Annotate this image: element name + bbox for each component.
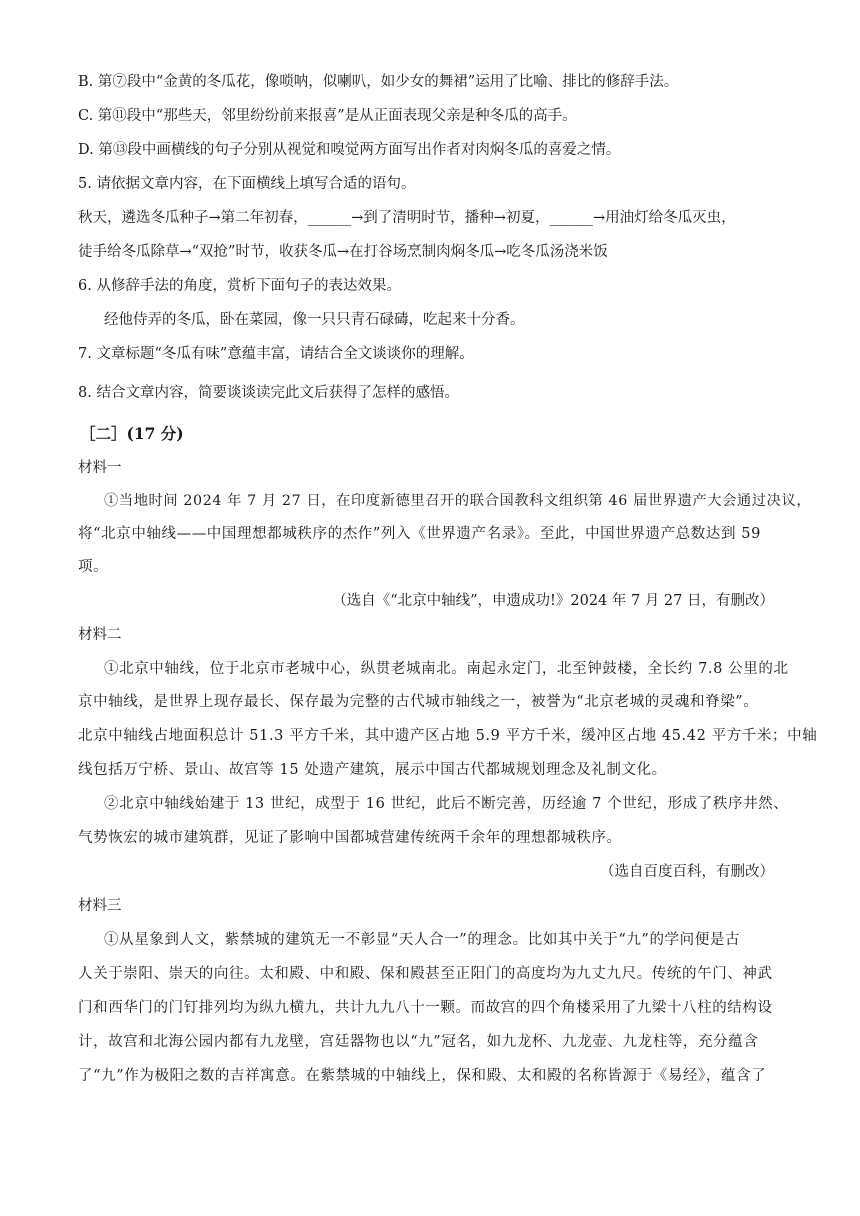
material-2-para-2-line-1: ②北京中轴线始建于 13 世纪，成型于 16 世纪，此后不断完善，历经逾 7 个世纪，形成了秩序井然、 (104, 796, 789, 812)
material-1-para-1-line-2: 将“北京中轴线——中国理想都城秩序的杰作”列入《世界遗产名录》。至此，中国世界遗产总数达到 59 (78, 526, 761, 542)
question-8: 8. 结合文章内容，简要谈谈读完此文后获得了怎样的感悟。 (78, 385, 459, 401)
material-3-para-1-line-4: 计，故宫和北海公园内都有九龙壁，宫廷器物也以“九”冠名，如九龙杯、九龙壶、九龙柱等，充分蕴含 (78, 1034, 759, 1050)
material-3-para-1-line-2: 人关于崇阳、崇天的向往。太和殿、中和殿、保和殿甚至正阳门的高度均为九丈九尺。传统的午门、神武 (78, 966, 773, 982)
option-c: C. 第⑪段中“那些天，邻里纷纷前来报喜”是从正面表现父亲是种冬瓜的高手。 (78, 108, 577, 124)
material-3-para-1-line-3: 门和西华门的门钉排列均为纵九横九，共计九九八十一颗。而故宫的四个角楼采用了九梁十八柱的结构设 (78, 1000, 773, 1016)
material-1-label: 材料一 (78, 460, 122, 476)
material-3-para-1-line-1: ①从星象到人文，紫禁城的建筑无一不彰显“天人合一”的理念。比如其中关于“九”的学问便是古 (104, 932, 741, 948)
question-5-line-2: 徒手给冬瓜除草→“双抢”时节，收获冬瓜→在打谷场烹制肉焖冬瓜→吃冬瓜汤浇米饭 (78, 244, 608, 260)
material-1-para-1-line-3: 项。 (78, 559, 109, 575)
option-d: D. 第⑬段中画横线的句子分别从视觉和嗅觉两方面写出作者对肉焖冬瓜的喜爱之情。 (78, 142, 621, 158)
material-2-para-2-line-2: 气势恢宏的城市建筑群，见证了影响中国都城营建传统两千余年的理想都城秩序。 (78, 830, 622, 846)
material-3-para-1-line-5: 了“九”作为极阳之数的吉祥寓意。在紫禁城的中轴线上，保和殿、太和殿的名称皆源于《易经》，蕴含了 (78, 1068, 767, 1084)
material-2-para-1-line-1: ①北京中轴线，位于北京市老城中心，纵贯老城南北。南起永定门，北至钟鼓楼，全长约 7.8 公里的北 (104, 661, 789, 677)
section-2-heading: ［二］(17 分) (80, 424, 184, 443)
question-6-quote: 经他侍弄的冬瓜，卧在菜园，像一只只青石碌碡，吃起来十分香。 (104, 312, 525, 328)
option-b: B. 第⑦段中“金黄的冬瓜花，像唢呐，似喇叭，如少女的舞裙”运用了比喻、排比的修辞手法。 (78, 74, 679, 90)
question-5-line-1: 秋天，遴选冬瓜种子→第二年初春，______→到了清明时节，播种→初夏，______→用油灯给冬瓜灭虫， (78, 210, 736, 226)
material-2-para-1-line-3: 北京中轴线占地面积总计 51.3 平方千米，其中遗产区占地 5.9 平方千米，缓冲区占地 45.42 平方千米；中轴 (78, 728, 818, 744)
material-2-para-1-line-4: 线包括万宁桥、景山、故宫等 15 处遗产建筑，展示中国古代都城规划理念及礼制文化。 (78, 762, 667, 778)
question-5: 5. 请依据文章内容，在下面横线上填写合适的语句。 (78, 176, 416, 192)
material-3-label: 材料三 (78, 898, 122, 914)
question-6: 6. 从修辞手法的角度，赏析下面句子的表达效果。 (78, 278, 401, 294)
question-7: 7. 文章标题“冬瓜有味”意蕴丰富，请结合全文谈谈你的理解。 (78, 346, 474, 362)
material-2-source: （选自百度百科，有删改） (600, 864, 774, 880)
material-2-label: 材料二 (78, 627, 122, 643)
material-2-para-1-line-2: 京中轴线，是世界上现存最长、保存最为完整的古代城市轴线之一，被誉为“北京老城的灵魂和脊梁”。 (78, 694, 759, 710)
material-1-para-1-line-1: ①当地时间 2024 年 7 月 27 日，在印度新德里召开的联合国教科文组织第 46 届世界遗产大会通过决议， (104, 493, 812, 509)
material-1-source: （选自《“北京中轴线”，申遗成功!》2024 年 7 月 27 日，有删改） (332, 593, 774, 609)
